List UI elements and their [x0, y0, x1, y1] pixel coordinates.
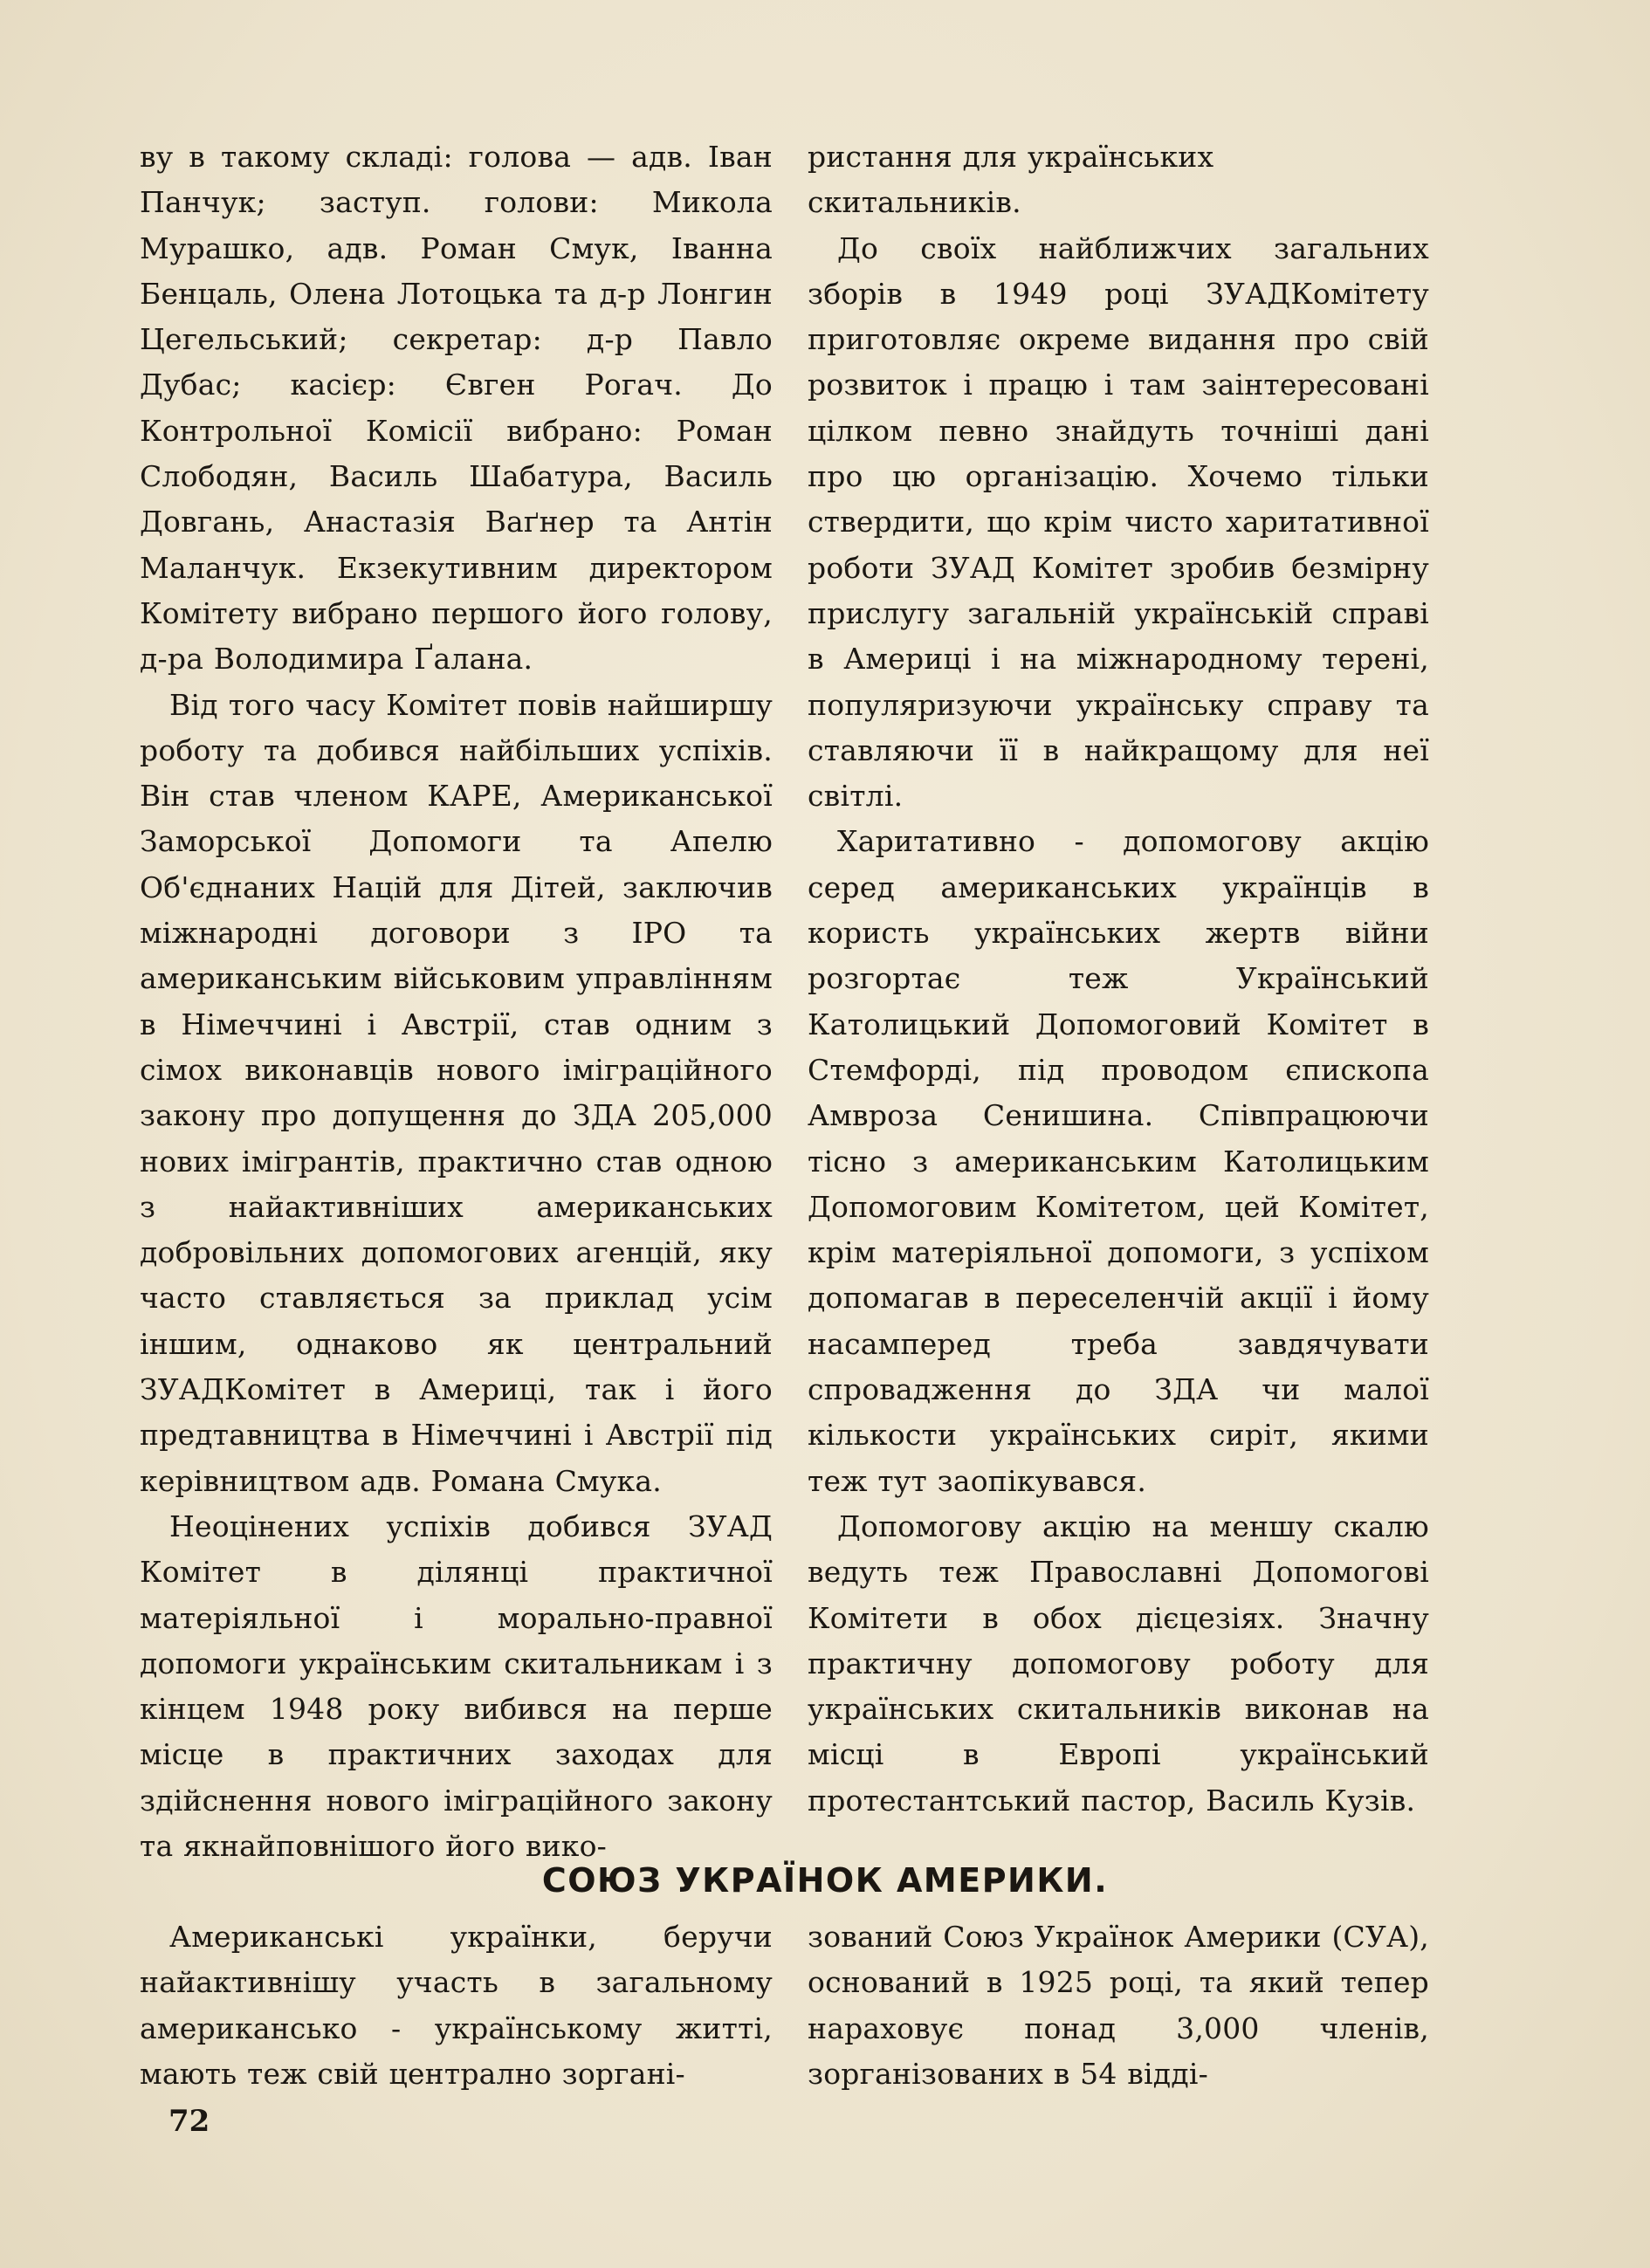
text-column-right: [808, 134, 1429, 1824]
section-text-left: [140, 1914, 773, 2097]
paragraph-committee-activity: Від того часу Комітет повів найширшу роботу та добився найбільших успіхів. Він став членом КАРЕ, Американської Заморської Допомоги та Апелю Об'єднаних Націй для Дітей, заключив міжнародні договори з ІРО та американським військовим управлінням в Німеччині і Австрії, став одним з сімох виконавців нового іміграційного закону про допущення до ЗДА 205,000 нових імігрантів, практично став одною з найактивніших американських добровільних допомогових агенцій, яку часто ставляється за приклад усім іншим, однаково як центральний ЗУАДКомітет в Америці, так і його предтавництва в Німеччині і Австрії під керівництвом адв. Романа Смука.: [140, 687, 773, 1498]
text-column-left: [140, 134, 773, 1869]
paragraph-general-meeting: До своїх найближчих загальних зборів в 1949 році ЗУАДКомітету приготовляє окреме видання про свій розвиток і працю і там заінтересовані цілком певно знайдуть точніші дані про цю організацію. Хочемо тільки ствердити, що крім чисто харитативної роботи ЗУАД Комітет зробив безмірну прислугу загальній українській справі в Америці і на міжнародному терені, популяризуючи українську справу та ставляючи її в найкращому для неї світлі.: [808, 230, 1429, 814]
paragraph-committee-success: Неоцінених успіхів добився ЗУАД Комітет в ділянці практичної матеріяльної і морально-правної допомоги українським скитальникам і з кінцем 1948 року вибився на перше місце в практичних заходах для здійснення нового іміграційного закону та якнайповнішого його вико-: [140, 1509, 773, 1863]
paragraph-ukrainian-women-continued: зований Союз Українок Америки (СУА), оснований в 1925 році, та який тепер нараховує понад 3,000 членів, зорганізованих в 54 відді-: [808, 1920, 1429, 2091]
page-number: 72: [168, 2104, 210, 2139]
section-text-right: [808, 1914, 1429, 2097]
paragraph-orthodox-committees: Допомогову акцію на меншу скалю ведуть теж Православні Допомогові Комітети в обох дієцезіях. Значну практичну допомогову роботу для українських скитальників виконав на місці в Европі український протестантський пастор, Василь Кузів.: [808, 1509, 1429, 1818]
section-heading: СОЮЗ УКРАЇНОК АМЕРИКИ.: [541, 1861, 1109, 1900]
paragraph-catholic-committee: Харитативно - допомогову акцію серед американських українців в користь українських жертв війни розгортає теж Український Католицький Допомоговий Комітет в Стемфорді, під проводом єпископа Амвроза Сенишина. Співпрацюючи тісно з американським Католицьким Допомоговим Комітетом, цей Комітет, крім матеріяльної допомоги, з успіхом допомагав в переселенчій акції і йому насамперед треба завдячувати спровадження до ЗДА чи малої кількости українських сиріт, якими теж тут заопікувався.: [808, 824, 1429, 1498]
paragraph-ukrainian-women: Американські українки, беручи найактивнішу участь в загальному американсько - українському житті, мають теж свій централно зоргані-: [140, 1920, 773, 2091]
paragraph-continuation: ристання для українських скитальників.: [808, 140, 1214, 220]
paragraph-committee-members: ву в такому складі: голова — адв. Іван Панчук; заступ. голови: Микола Мурашко, адв. Роман Смук, Іванна Бенцаль, Олена Лотоцька та д-р Лонгин Цегельський; секретар: д-р Павло Дубас; касієр: Євген Рогач. До Контрольної Комісії вибрано: Роман Слободян, Василь Шабатура, Василь Довгань, Анастазія Ваґнер та Антін Маланчук. Екзекутивним директором Комітету вибрано першого його голову, д-ра Володимира Ґалана.: [140, 140, 773, 677]
